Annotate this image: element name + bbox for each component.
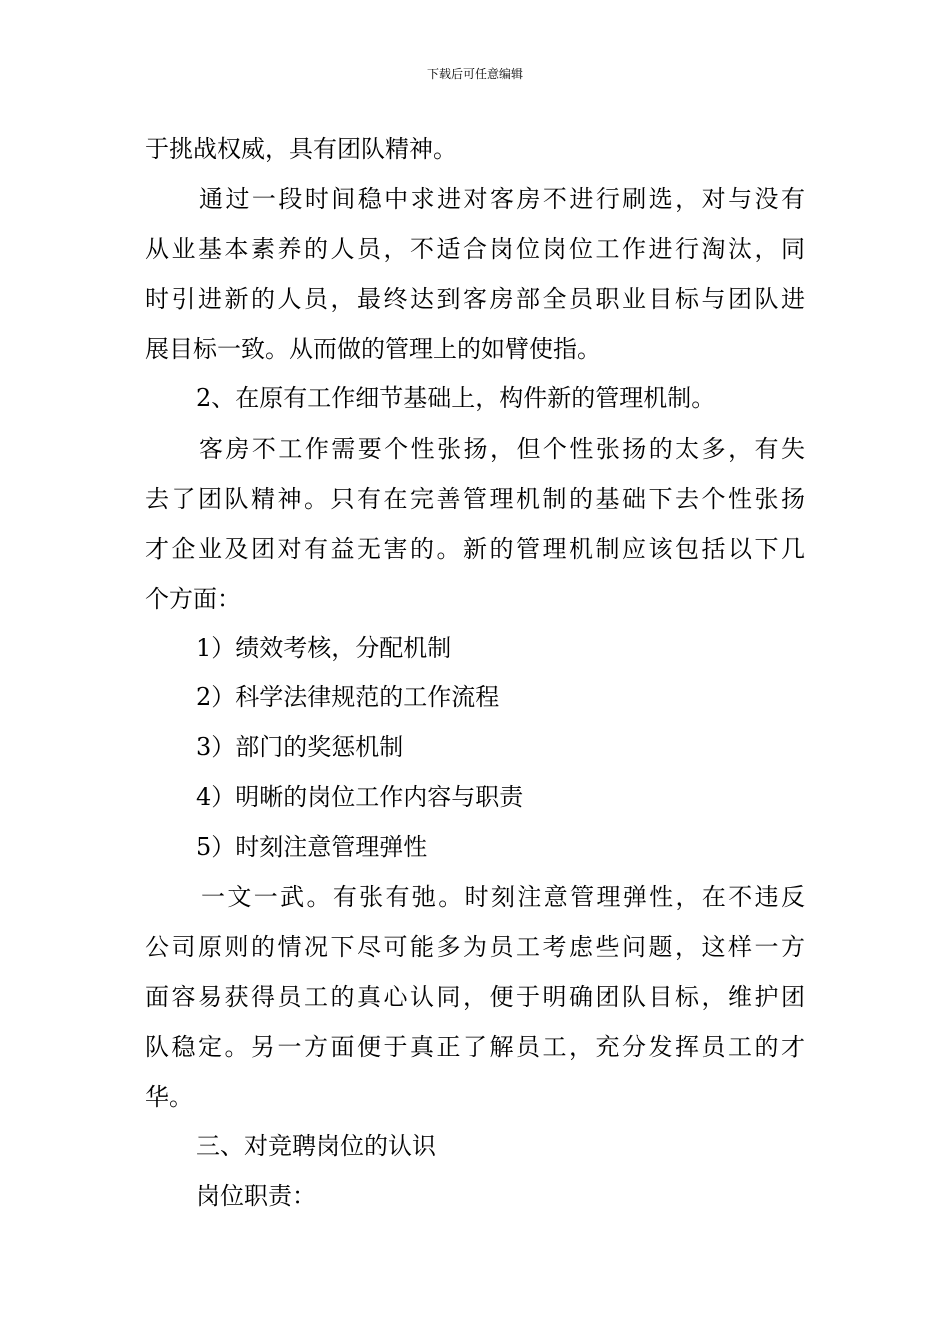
- text-line: 岗位职责：: [196, 1182, 316, 1210]
- text-line: 去了团队精神。只有在完善管理机制的基础下去个性张扬: [145, 485, 805, 513]
- list-item: 5）时刻注意管理弹性: [196, 833, 428, 861]
- section-heading: 三、对竞聘岗位的认识: [196, 1132, 436, 1160]
- text-line: 于挑战权威，具有团队精神。: [145, 135, 457, 163]
- text-line: 从业基本素养的人员，不适合岗位岗位工作进行淘汰，同: [145, 235, 805, 263]
- text-line: 个方面：: [145, 585, 241, 613]
- list-item: 1）绩效考核，分配机制: [196, 634, 452, 662]
- text-line: 才企业及团对有益无害的。新的管理机制应该包括以下几: [145, 535, 805, 563]
- text-line: 时引进新的人员，最终达到客房部全员职业目标与团队进: [145, 285, 805, 313]
- page-header: 下载后可任意编辑: [426, 67, 523, 81]
- list-item: 3）部门的奖惩机制: [196, 733, 404, 761]
- list-item: 4）明晰的岗位工作内容与职责: [196, 783, 524, 811]
- text-line: 队稳定。另一方面便于真正了解员工，充分发挥员工的才: [145, 1033, 805, 1061]
- text-line: 客房不工作需要个性张扬，但个性张扬的太多，有失: [199, 435, 805, 463]
- text-line: 面容易获得员工的真心认同，便于明确团队目标，维护团: [145, 983, 805, 1011]
- text-line: 展目标一致。从而做的管理上的如臂使指。: [145, 335, 601, 363]
- text-line: 一文一武。有张有弛。时刻注意管理弹性，在不违反: [201, 883, 805, 911]
- list-item: 2）科学法律规范的工作流程: [196, 683, 500, 711]
- text-line: 公司原则的情况下尽可能多为员工考虑些问题，这样一方: [145, 933, 805, 961]
- text-line: 华。: [145, 1083, 193, 1111]
- text-line: 2、在原有工作细节基础上，构件新的管理机制。: [196, 384, 716, 412]
- text-line: 通过一段时间稳中求进对客房不进行刷选，对与没有: [199, 185, 805, 213]
